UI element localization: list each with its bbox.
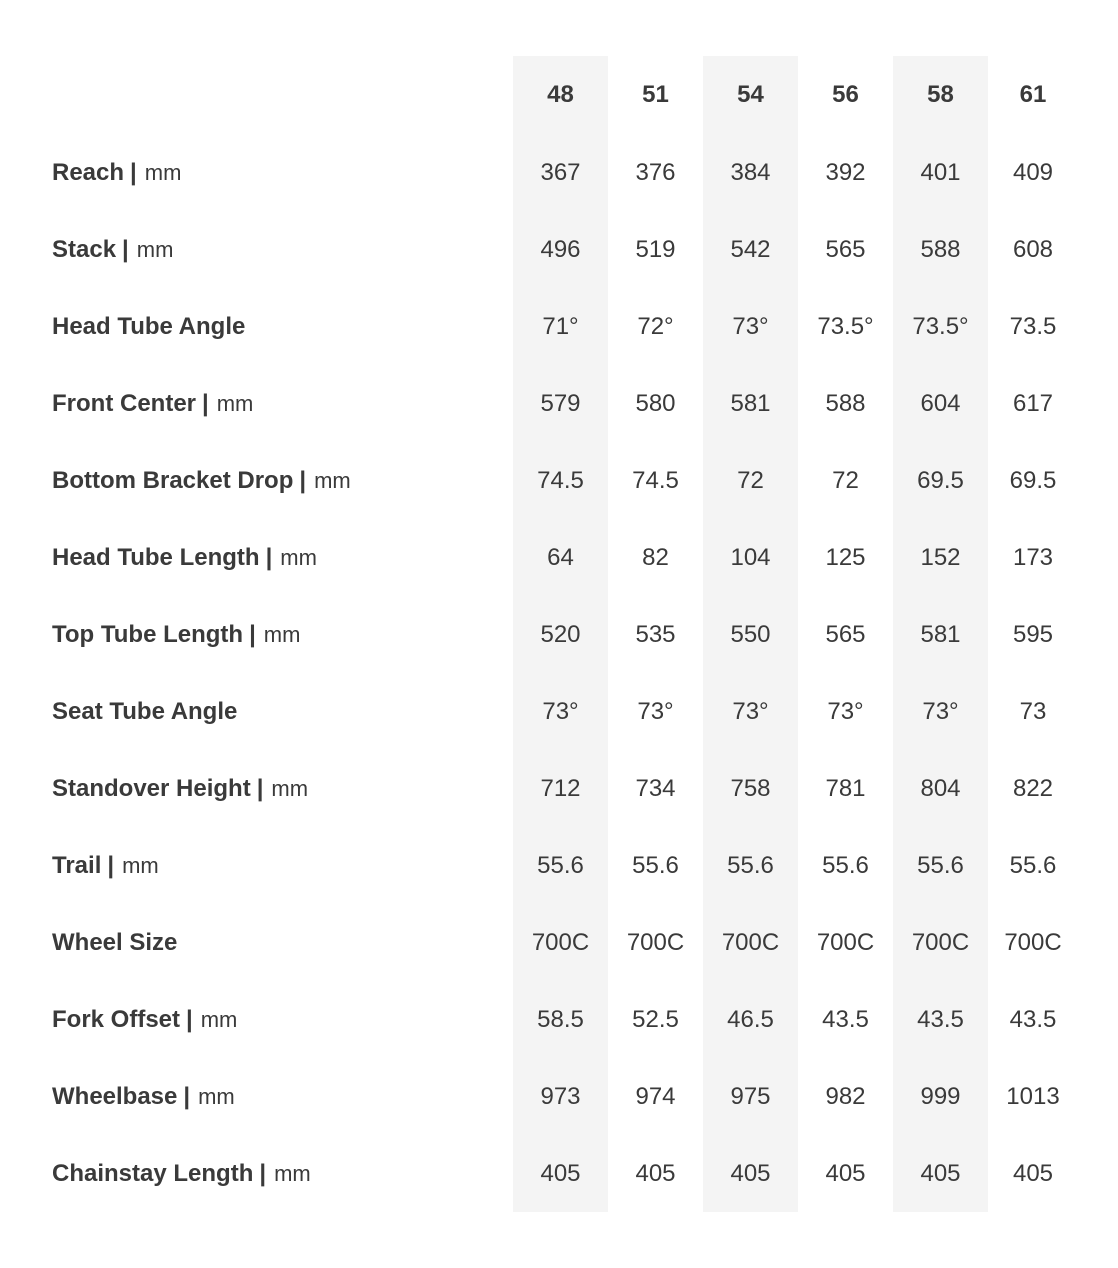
- table-cell: 367: [540, 158, 581, 186]
- row-unit: mm: [263, 621, 301, 647]
- table-cell: 496: [540, 235, 581, 263]
- unit-separator: |: [186, 1005, 193, 1033]
- row-unit: mm: [271, 775, 309, 801]
- row-label: [52, 673, 237, 750]
- row-unit: mm: [144, 159, 182, 185]
- table-cell: 73°: [732, 312, 769, 340]
- table-cell: 173: [1012, 543, 1054, 571]
- row-label-text: Trail: [52, 851, 102, 879]
- table-cell: 734: [635, 774, 676, 802]
- table-cell: 73°: [542, 697, 579, 725]
- table-cell: 975: [730, 1082, 771, 1110]
- row-unit: mm: [216, 390, 254, 416]
- size-header: 56: [832, 81, 859, 108]
- table-row: [0, 596, 1118, 673]
- row-label: [52, 365, 253, 442]
- unit-separator: |: [265, 543, 273, 571]
- table-row: [0, 519, 1118, 596]
- table-cell: 73.5°: [912, 312, 969, 340]
- table-cell: 700C: [721, 928, 780, 956]
- table-cell: 72: [737, 466, 764, 494]
- row-label-text: Front Center: [52, 389, 196, 417]
- table-cell: 700C: [1004, 928, 1062, 956]
- unit-separator: |: [107, 851, 115, 879]
- table-cell: 608: [1012, 235, 1054, 263]
- table-cell: 822: [1012, 774, 1054, 802]
- row-label: [52, 1058, 235, 1135]
- size-header: 58: [927, 81, 954, 108]
- table-cell: 700C: [816, 928, 875, 956]
- table-row: [0, 211, 1118, 288]
- unit-separator: |: [299, 466, 307, 494]
- row-label-text: Standover Height: [52, 774, 251, 802]
- table-cell: 1013: [1006, 1082, 1060, 1110]
- row-label: [52, 1135, 311, 1212]
- row-label-text: Bottom Bracket Drop: [52, 466, 294, 494]
- table-cell: 152: [920, 543, 961, 571]
- table-cell: 804: [920, 774, 961, 802]
- table-cell: 405: [540, 1159, 581, 1187]
- row-unit: mm: [280, 544, 317, 570]
- row-label: [52, 827, 159, 904]
- table-cell: 55.6: [917, 851, 964, 879]
- table-cell: 604: [920, 389, 961, 417]
- table-cell: 581: [920, 620, 961, 648]
- row-label: [52, 519, 317, 596]
- table-cell: 405: [920, 1159, 961, 1187]
- table-cell: 982: [825, 1082, 866, 1110]
- table-cell: 580: [635, 389, 676, 417]
- table-cell: 550: [730, 620, 771, 648]
- table-cell: 72: [832, 466, 859, 494]
- table-row: [0, 1058, 1118, 1135]
- unit-separator: |: [249, 620, 256, 648]
- table-cell: 974: [635, 1082, 676, 1110]
- table-cell: 700C: [911, 928, 970, 956]
- table-cell: 43.5: [1009, 1005, 1057, 1033]
- table-cell: 700C: [531, 928, 590, 956]
- row-label-text: Chainstay Length: [52, 1159, 254, 1187]
- size-header: 61: [1019, 81, 1047, 108]
- table-cell: 405: [1012, 1159, 1054, 1187]
- table-row: [0, 827, 1118, 904]
- table-cell: 74.5: [537, 466, 584, 494]
- table-cell: 73.5°: [817, 312, 874, 340]
- size-header: 54: [737, 81, 764, 108]
- row-label: [52, 981, 237, 1058]
- table-cell: 376: [635, 158, 676, 186]
- table-cell: 104: [730, 543, 771, 571]
- table-cell: 617: [1012, 389, 1054, 417]
- table-cell: 55.6: [537, 851, 584, 879]
- table-cell: 405: [730, 1159, 771, 1187]
- table-cell: 519: [635, 235, 676, 263]
- unit-separator: |: [202, 389, 209, 417]
- row-label-text: Head Tube Length: [52, 543, 260, 571]
- row-label: [52, 904, 177, 981]
- table-cell: 43.5: [917, 1005, 964, 1033]
- unit-separator: |: [122, 235, 129, 263]
- row-label-text: Seat Tube Angle: [52, 697, 238, 725]
- row-label-text: Wheel Size: [52, 928, 178, 956]
- row-label-text: Reach: [52, 158, 125, 186]
- table-cell: 581: [730, 389, 771, 417]
- table-cell: 69.5: [1009, 466, 1057, 494]
- table-cell: 384: [730, 158, 771, 186]
- table-cell: 565: [825, 235, 866, 263]
- table-row: [0, 1135, 1118, 1212]
- row-unit: mm: [200, 1006, 238, 1032]
- table-cell: 55.6: [632, 851, 679, 879]
- unit-separator: |: [183, 1082, 191, 1110]
- row-label: [52, 750, 308, 827]
- table-cell: 758: [730, 774, 771, 802]
- table-cell: 73: [1019, 697, 1047, 725]
- table-cell: 73°: [827, 697, 864, 725]
- row-unit: mm: [122, 852, 159, 878]
- table-cell: 69.5: [917, 466, 964, 494]
- table-row: [0, 750, 1118, 827]
- unit-separator: |: [256, 774, 264, 802]
- table-row: [0, 134, 1118, 211]
- table-cell: 43.5: [822, 1005, 869, 1033]
- table-row: [0, 673, 1118, 750]
- table-cell: 71°: [542, 312, 579, 340]
- row-unit: mm: [136, 236, 174, 262]
- row-label: [52, 596, 300, 673]
- table-cell: 73°: [732, 697, 769, 725]
- table-cell: 64: [547, 543, 574, 571]
- row-label-text: Stack: [52, 235, 117, 263]
- table-cell: 55.6: [727, 851, 774, 879]
- table-cell: 74.5: [632, 466, 679, 494]
- table-cell: 82: [642, 543, 669, 571]
- table-cell: 712: [540, 774, 581, 802]
- row-label: [52, 211, 173, 288]
- row-label: [52, 442, 351, 519]
- table-cell: 535: [635, 620, 676, 648]
- row-unit: mm: [314, 467, 351, 493]
- table-body: [0, 56, 1118, 1212]
- unit-separator: |: [259, 1159, 267, 1187]
- table-cell: 542: [730, 235, 771, 263]
- table-cell: 973: [540, 1082, 581, 1110]
- table-cell: 579: [540, 389, 581, 417]
- table-cell: 588: [920, 235, 961, 263]
- row-unit: mm: [274, 1160, 311, 1186]
- table-cell: 52.5: [632, 1005, 679, 1033]
- table-cell: 73°: [922, 697, 959, 725]
- table-cell: 401: [920, 158, 961, 186]
- row-label-text: Wheelbase: [52, 1082, 178, 1110]
- table-cell: 405: [825, 1159, 866, 1187]
- table-row: [0, 365, 1118, 442]
- table-cell: 999: [920, 1082, 961, 1110]
- table-row: [0, 288, 1118, 365]
- table-cell: 565: [825, 620, 866, 648]
- row-label-text: Top Tube Length: [52, 620, 244, 648]
- table-cell: 73.5: [1009, 312, 1057, 340]
- table-cell: 588: [825, 389, 866, 417]
- row-label: [52, 134, 181, 211]
- table-cell: 73°: [637, 697, 674, 725]
- table-cell: 781: [825, 774, 866, 802]
- table-row: [0, 981, 1118, 1058]
- row-label: [52, 288, 245, 365]
- row-label-text: Head Tube Angle: [52, 312, 246, 340]
- table-cell: 46.5: [727, 1005, 774, 1033]
- table-cell: 58.5: [537, 1005, 584, 1033]
- table-cell: 520: [540, 620, 581, 648]
- table-cell: 595: [1012, 620, 1054, 648]
- table-cell: 55.6: [822, 851, 869, 879]
- table-cell: 409: [1012, 158, 1054, 186]
- table-cell: 392: [825, 158, 866, 186]
- unit-separator: |: [130, 158, 137, 186]
- table-row: [0, 442, 1118, 519]
- row-label-text: Fork Offset: [52, 1005, 181, 1033]
- geometry-table: [0, 56, 1118, 1212]
- table-cell: 700C: [626, 928, 685, 956]
- table-row: [0, 904, 1118, 981]
- size-header-row: [0, 56, 1118, 134]
- table-cell: 125: [825, 543, 866, 571]
- table-cell: 72°: [637, 312, 674, 340]
- size-header: 51: [642, 81, 669, 108]
- size-header: 48: [547, 81, 574, 108]
- row-unit: mm: [198, 1083, 235, 1109]
- table-cell: 55.6: [1009, 851, 1057, 879]
- table-cell: 405: [635, 1159, 676, 1187]
